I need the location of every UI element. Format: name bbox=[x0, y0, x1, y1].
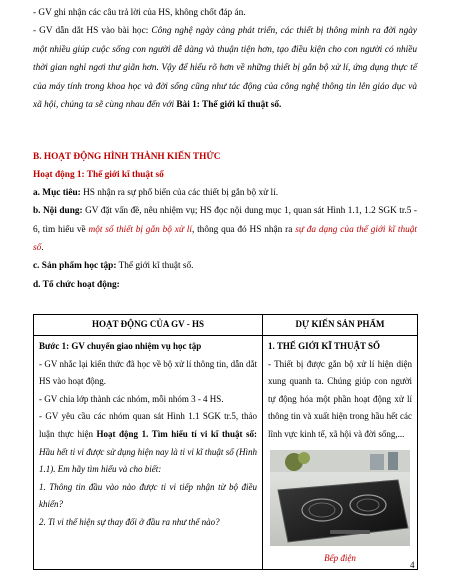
stove-illustration bbox=[270, 450, 410, 546]
section-title: B. HOẠT ĐỘNG HÌNH THÀNH KIẾN THỨC bbox=[33, 152, 221, 162]
result-title: 1. THẾ GIỚI KĨ THUẬT SỐ bbox=[268, 341, 381, 351]
activity-cell bbox=[34, 336, 263, 570]
table-row bbox=[34, 336, 418, 570]
product-paragraph: c. Sản phẩm học tập: Thế giới kĩ thuật số. bbox=[33, 261, 194, 271]
electric-stove-image bbox=[270, 450, 410, 546]
header-expected-product: DỰ KIẾN SẢN PHẨM bbox=[263, 315, 418, 336]
image-caption: Bếp điện bbox=[324, 552, 356, 563]
task-line-2: - GV chia lớp thành các nhóm, mỗi nhóm 3 - 4 HS. bbox=[39, 393, 224, 404]
activity-heading: Hoạt động 1: Thế giới kĩ thuật số bbox=[33, 170, 164, 180]
task-line-3: - GV yêu cầu các nhóm quan sát Hình 1.1 SGK tr.5, thảo luận thực hiện Hoạt động 1. Tìm hiểu tí vi kĩ thuật số: Hầu hết ti vi được sử dụng hiện nay là ti vi kĩ thuật số (Hình 1.1). Em hãy tìm hiểu và cho biết: bbox=[39, 411, 257, 475]
table-header-row bbox=[34, 315, 418, 336]
intro-paragraph: - GV dẫn dắt HS vào bài học: Công nghệ ngày càng phát triển, các thiết bị thông minh ra đời ngày một nhiều giúp cuộc sống con người dễ dàng và thuận tiện hơn, tạo điều kiện cho con người có nhiều thời gian nghỉ ngơi thư giãn hơn. Vậy để hiểu rõ hơn về những thiết bị gắn bộ xử lí, ứng dụng thực tế của máy tính trong khoa học và đời sống cũng như tác động của công nghệ thông tin lên giáo dục và xã hội, chúng ta sẽ cùng nhau đến với Bài 1: Thế giới kĩ thuật số. bbox=[33, 26, 418, 110]
question-1: 1. Thông tin đầu vào nào được ti vi tiếp nhận từ bộ điều khiển? bbox=[39, 481, 257, 510]
step-1-title: Bước 1: GV chuyển giao nhiệm vụ học tập bbox=[39, 341, 202, 351]
activity-table bbox=[33, 314, 418, 570]
content-label: b. Nội dung: bbox=[33, 206, 83, 216]
intro-line-1: - GV ghi nhận các câu trả lời của HS, không chốt đáp án. bbox=[33, 8, 246, 18]
product-label: c. Sản phẩm học tập: bbox=[33, 261, 117, 271]
question-2: 2. Ti vi thể hiện sự thay đổi ở đầu ra như thế nào? bbox=[39, 516, 220, 527]
result-text: - Thiết bị được gắn bộ xử lí hiện diện xung quanh ta. Chúng giúp con người tự động hóa một phần hoạt động xử lí thông tin và xuất hiện trong hầu hết các lĩnh vực kinh tế, xã hội và đời sống,... bbox=[268, 358, 412, 439]
goal-label: a. Mục tiêu: bbox=[33, 188, 81, 198]
header-teacher-student: HOẠT ĐỘNG CỦA GV - HS bbox=[34, 315, 263, 336]
page-number: 4 bbox=[410, 560, 415, 570]
product-cell bbox=[263, 336, 418, 570]
content-paragraph: b. Nội dung: GV đặt vấn đề, nêu nhiệm vụ; HS đọc nội dung mục 1, quan sát Hình 1.1, 1.2 SGK tr.5 - 6, tìm hiểu về một số thiết bị gắn bộ xử lí, thông qua đó HS nhận ra sự đa dạng của thế giới kĩ thuật số. bbox=[33, 206, 418, 253]
task-line-1: - GV nhắc lại kiến thức đã học về bộ xử lí thông tin, dẫn dắt HS vào hoạt động. bbox=[39, 358, 257, 387]
goal-paragraph: a. Mục tiêu: HS nhận ra sự phổ biến của các thiết bị gắn bộ xử lí. bbox=[33, 188, 279, 198]
organization-heading: d. Tổ chức hoạt động: bbox=[33, 280, 120, 290]
